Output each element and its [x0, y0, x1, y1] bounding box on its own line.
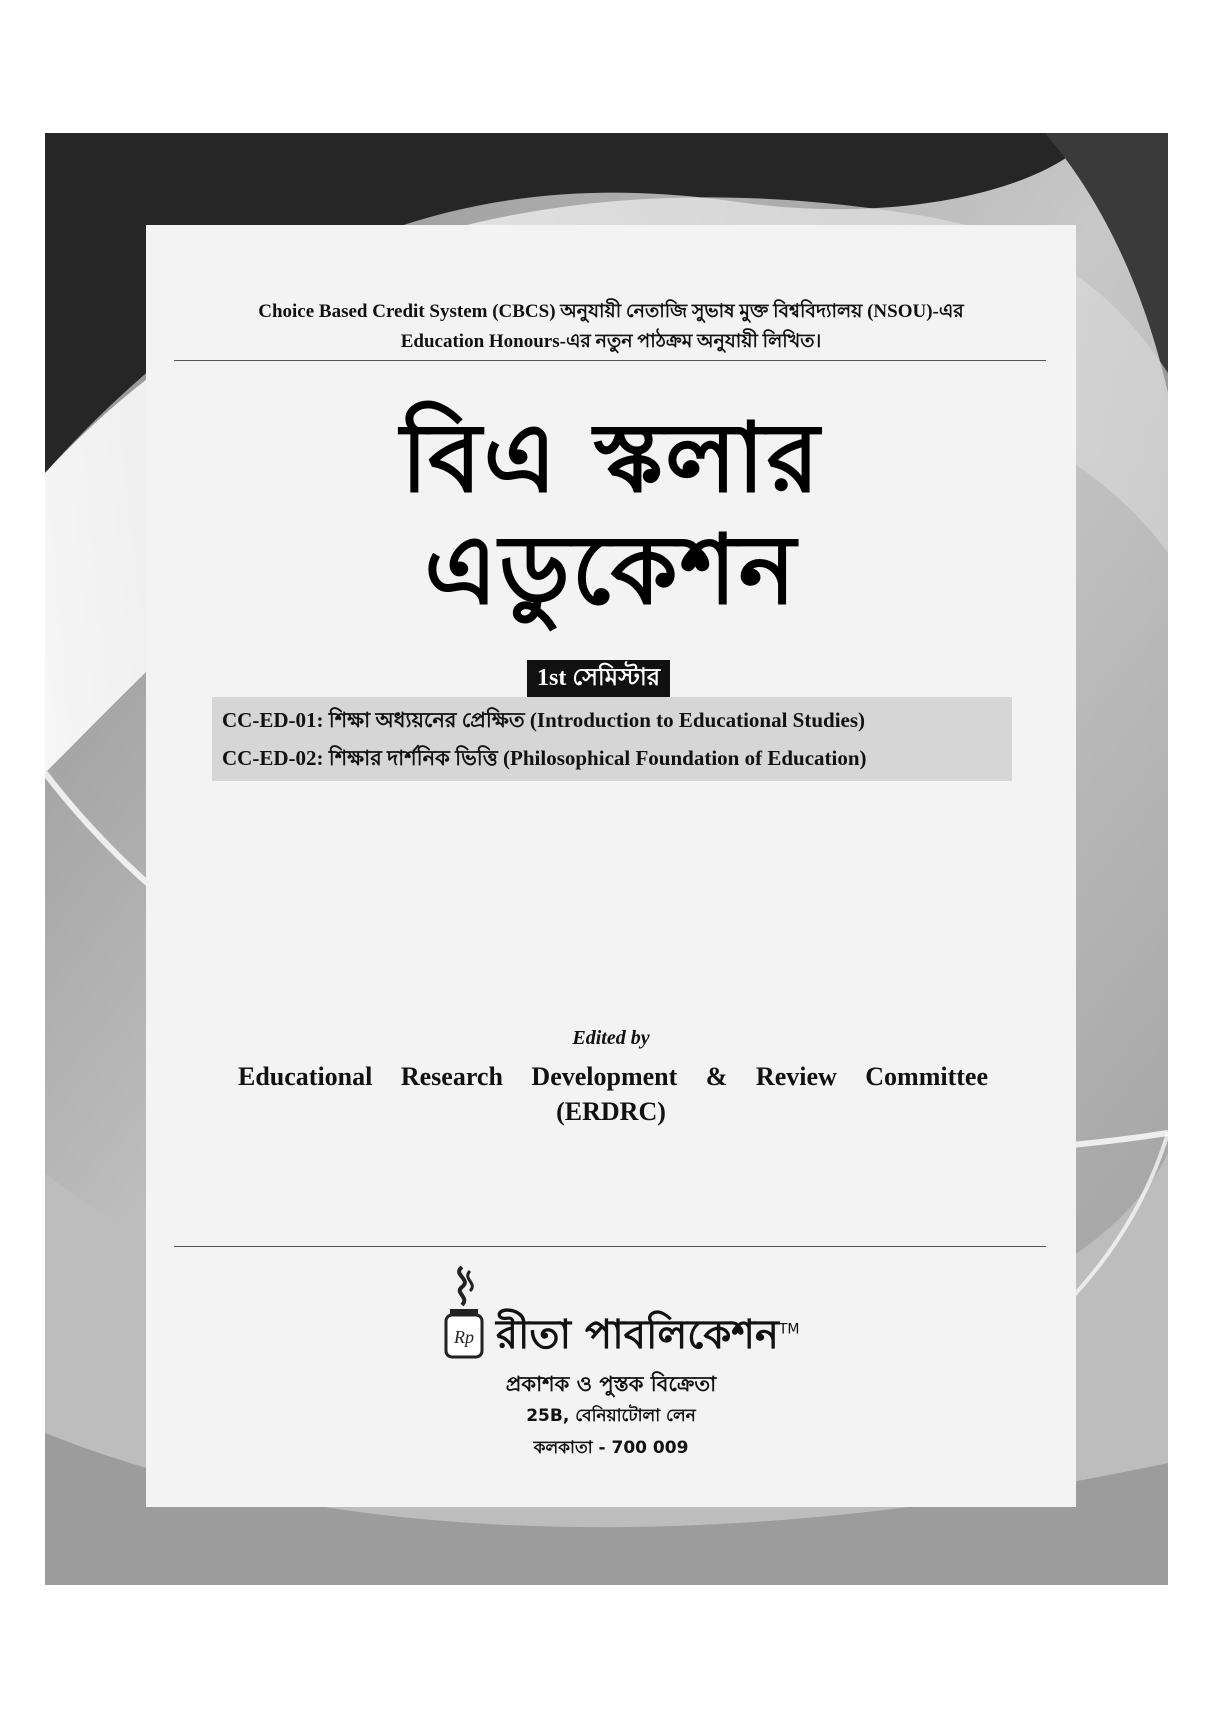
bottom-divider [174, 1246, 1046, 1247]
cover-panel [146, 225, 1076, 1507]
course-list [212, 697, 1012, 781]
curriculum-note [146, 297, 1076, 357]
top-divider [174, 360, 1046, 361]
curriculum-note-line-2: Education Honours-এর নতুন পাঠক্রম অনুযায়ী লিখিত। [400, 331, 822, 352]
semester-badge: 1st সেমিস্টার [527, 660, 670, 698]
publisher-role: প্রকাশক ও পুস্তক বিক্রেতা [505, 1372, 717, 1396]
book-title-line-1: বিএ স্কলার [400, 402, 822, 514]
edited-by-label: Edited by [572, 1027, 650, 1049]
publisher-name-text: রীতা পাবলিকেশন [496, 1312, 779, 1358]
publisher-logo-icon [442, 1265, 486, 1360]
editor-abbreviation: (ERDRC) [556, 1097, 666, 1126]
publisher-city: কলকাতা - 700 009 [533, 1438, 689, 1458]
publisher-address: 25B, বেনিয়াটোলা লেন [526, 1406, 696, 1426]
book-title-line-2: এডুকেশন [424, 514, 798, 626]
course-item: CC-ED-02: শিক্ষার দার্শনিক ভিত্তি (Philosophical Foundation of Education) [222, 746, 867, 770]
publisher-logo-initials: Rp [454, 1327, 474, 1347]
course-item: CC-ED-01: শিক্ষা অধ্যয়নের প্রেক্ষিত (Introduction to Educational Studies) [222, 708, 866, 732]
editor-name: Educational Research Development & Review Committee [238, 1062, 988, 1091]
curriculum-note-line-1: Choice Based Credit System (CBCS) অনুযায়ী নেতাজি সুভাষ মুক্ত বিশ্ববিদ্যালয় (NSOU)-এর [258, 301, 964, 322]
publisher-name [496, 1303, 800, 1370]
trademark-mark: TM [778, 1321, 800, 1338]
